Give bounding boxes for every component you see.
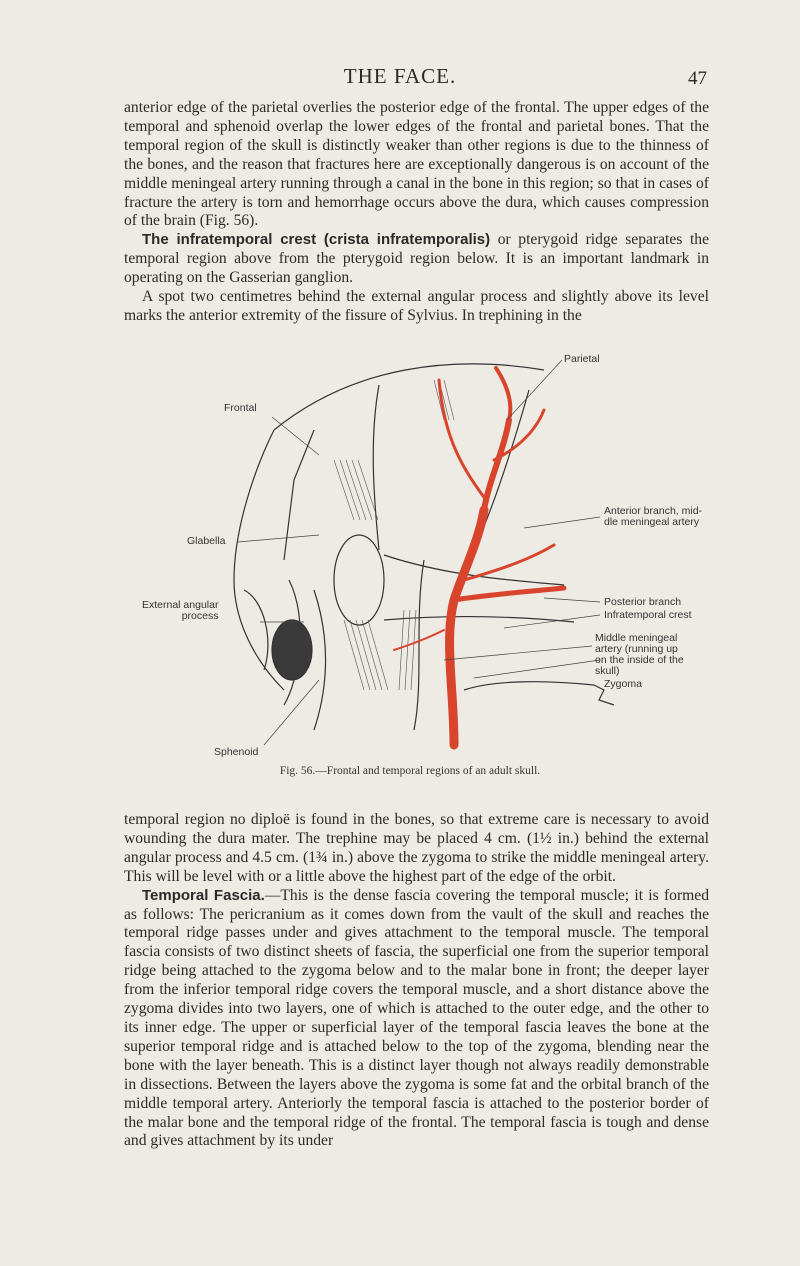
page-header	[0, 64, 800, 94]
label-line: External angular	[142, 599, 219, 611]
label-line: artery (running up	[595, 643, 678, 655]
figure-caption: Fig. 56.—Frontal and temporal regions of an adult skull.	[279, 765, 541, 777]
label-sphenoid: Sphenoid	[214, 746, 259, 758]
paragraph-infratemporal-crest	[124, 231, 709, 288]
label-anterior-branch	[604, 506, 702, 528]
skull-hatching	[334, 380, 454, 690]
label-line: skull)	[595, 665, 620, 677]
middle-meningeal-artery	[394, 368, 564, 745]
label-frontal: Frontal	[224, 402, 257, 414]
skull-figure	[124, 353, 724, 800]
top-text-block	[124, 99, 709, 326]
label-infratemporal-crest: Infratemporal crest	[604, 609, 692, 621]
page-number: 47	[688, 68, 707, 89]
paragraph-text: or pterygoid ridge separates the temporal region above from the pterygoid region below. It is an important landmark in operating on the Gasserian ganglion.	[124, 231, 709, 287]
paragraph-text: —This is the dense fascia covering the temporal muscle; it is formed as follows: The pericranium as it comes down from the vault of the skull and reaches the temporal ridge passes under and gives attachment to the temporal muscle. The temporal fascia consists of two distinct sheets of fascia, the superficial one from the superior temporal ridge being attached to the zygoma below and to the malar bone in front; the deeper layer from the inferior temporal ridge covers the temporal muscle, and a short distance above the zygoma divides into two layers, one of which is attached to the outer edge, and the other to its inner edge. The upper or superficial layer of the temporal fascia leaves the bone at the superior temporal ridge and is attached below to the top of the zygoma, blending near the bone with the layer beneath. This is a distinct layer though not always readily demonstrable in dissections. Between the layers above the zygoma is some fat and the orbital branch of the middle temporal artery. Anteriorly the temporal fascia is attached to the posterior border of the malar bone and the temporal ridge of the frontal. The temporal fascia is tough and dense and gives attachment by its under	[124, 886, 710, 1150]
label-line: on the inside of the	[595, 654, 684, 666]
paragraph: A spot two centimetres behind the external angular process and slightly above its level marks the anterior extremity of the fissure of Sylvius. In trephining in the	[124, 288, 709, 324]
label-parietal: Parietal	[564, 353, 600, 365]
label-zygoma: Zygoma	[604, 678, 642, 690]
label-glabella: Glabella	[187, 535, 226, 547]
term-heading: Temporal Fascia.	[142, 886, 265, 904]
label-line: dle meningeal artery	[604, 516, 700, 528]
skull-outline	[234, 364, 614, 730]
bottom-text-block	[124, 811, 709, 1151]
paragraph-temporal-fascia	[124, 887, 709, 1152]
label-line: Anterior branch, mid-	[604, 505, 703, 517]
paragraph: temporal region no diploë is found in the bones, so that extreme care is necessary to avoid wounding the dura mater. The trephine may be placed 4 cm. (1½ in.) behind the external angular process and 4.5 cm. (1¾ in.) above the zygoma to strike the middle meningeal artery. This will be level with or a little above the highest part of the edge of the orbit.	[124, 811, 709, 885]
label-line: process	[181, 610, 219, 622]
label-middle-meningeal-artery	[595, 633, 684, 677]
label-line: Middle meningeal	[595, 632, 678, 644]
label-posterior-branch: Posterior branch	[604, 596, 682, 608]
skull-illustration	[124, 360, 724, 760]
label-external-angular-process	[142, 600, 218, 622]
running-head: THE FACE.	[343, 64, 457, 88]
paragraph: anterior edge of the parietal overlies the posterior edge of the frontal. The upper edges of the temporal and sphenoid overlap the lower edges of the frontal and parietal bones. That the temporal region of the skull is distinctly weaker than other regions is due to the thinness of the bones, and the reason that fractures here are exceptionally dangerous is on account of the middle meningeal artery running through a canal in the bone in this region; so that in cases of fracture the artery is torn and hemorrhage occurs above the dura, which causes compression of the brain (Fig. 56).	[124, 99, 709, 230]
term-heading: The infratemporal crest (crista infratemporalis)	[142, 231, 491, 249]
